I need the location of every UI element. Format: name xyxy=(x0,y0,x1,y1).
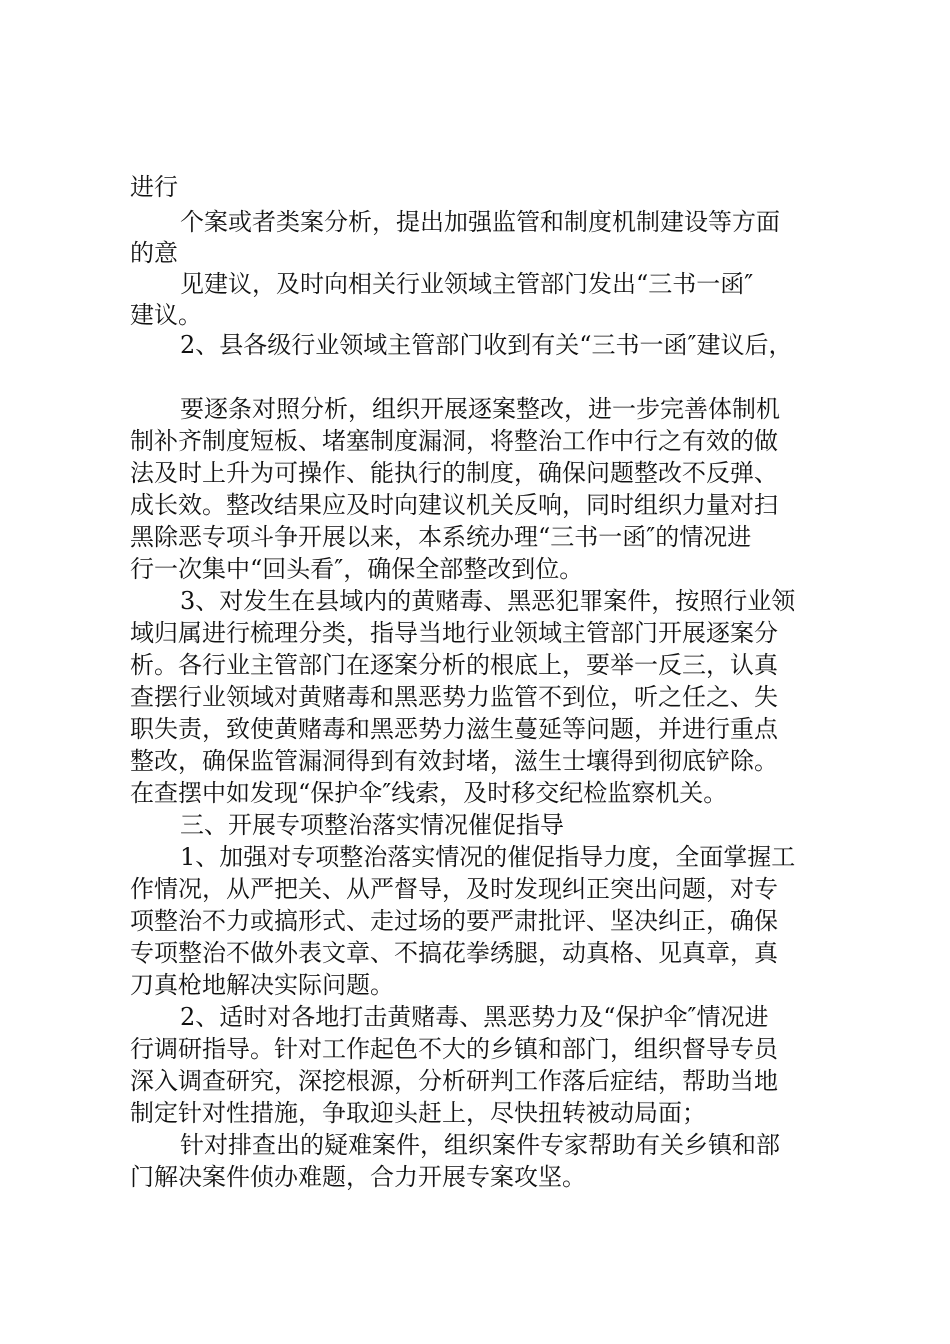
text-line: 1、加强对专项整治落实情况的催促指导力度，全面掌握工 xyxy=(180,843,796,871)
text-line: 要逐条对照分析，组织开展逐案整改，进一步完善体制机 xyxy=(180,395,780,423)
text-line: 针对排查出的疑难案件，组织案件专家帮助有关乡镇和部 xyxy=(180,1131,780,1159)
text-line: 在查摆中如发现“保护伞″线索，及时移交纪检监察机关。 xyxy=(130,779,728,807)
text-line: 整改，确保监管漏洞得到有效封堵，滋生士壤得到彻底铲除。 xyxy=(130,747,778,775)
text-line: 刀真枪地解决实际问题。 xyxy=(130,971,394,999)
text-line: 制定针对性措施，争取迎头赶上，尽快扭转被动局面； xyxy=(130,1099,706,1127)
text-line: 查摆行业领域对黄赌毒和黑恶势力监管不到位，听之任之、失 xyxy=(130,683,778,711)
text-line: 专项整治不做外表文章、不搞花拳绣腿，动真格、见真章，真 xyxy=(130,939,778,967)
text-line: 项整治不力或搞形式、走过场的要严肃批评、坚决纠正，确保 xyxy=(130,907,778,935)
text-line: 行一次集中“回头看″，确保全部整改到位。 xyxy=(130,555,584,583)
text-line: 制补齐制度短板、堵塞制度漏洞，将整治工作中行之有效的做 xyxy=(130,427,778,455)
text-line: 2、适时对各地打击黄赌毒、黑恶势力及“保护伞″情况进 xyxy=(180,1003,769,1031)
text-line: 的意 xyxy=(130,239,178,267)
text-line: 析。各行业主管部门在逐案分析的根底上，要举一反三，认真 xyxy=(130,651,778,679)
text-line: 进行 xyxy=(130,173,178,201)
text-line: 域归属进行梳理分类，指导当地行业领域主管部门开展逐案分 xyxy=(130,619,778,647)
text-line: 法及时上升为可操作、能执行的制度，确保问题整改不反弹、 xyxy=(130,459,778,487)
text-line: 2、县各级行业领域主管部门收到有关“三书一函″建议后， xyxy=(180,331,793,359)
text-line: 个案或者类案分析，提出加强监管和制度机制建设等方面 xyxy=(180,208,780,236)
text-line: 成长效。整改结果应及时向建议机关反响，同时组织力量对扫 xyxy=(130,491,778,519)
text-line: 见建议，及时向相关行业领域主管部门发出“三书一函″ xyxy=(180,270,754,298)
text-line: 职失责，致使黄赌毒和黑恶势力滋生蔓延等问题，并进行重点 xyxy=(130,715,778,743)
text-line: 行调研指导。针对工作起色不大的乡镇和部门，组织督导专员 xyxy=(130,1035,778,1063)
text-line: 深入调查研究，深挖根源，分析研判工作落后症结，帮助当地 xyxy=(130,1067,778,1095)
section-heading: 三、开展专项整治落实情况催促指导 xyxy=(180,811,564,839)
text-line: 黑除恶专项斗争开展以来，本系统办理“三书一函″的情况进 xyxy=(130,523,752,551)
text-line: 建议。 xyxy=(130,301,202,329)
text-line: 作情况，从严把关、从严督导，及时发现纠正突出问题，对专 xyxy=(130,875,778,903)
text-line: 门解决案件侦办难题，合力开展专案攻坚。 xyxy=(130,1163,586,1191)
text-line: 3、对发生在县域内的黄赌毒、黑恶犯罪案件，按照行业领 xyxy=(180,587,796,615)
